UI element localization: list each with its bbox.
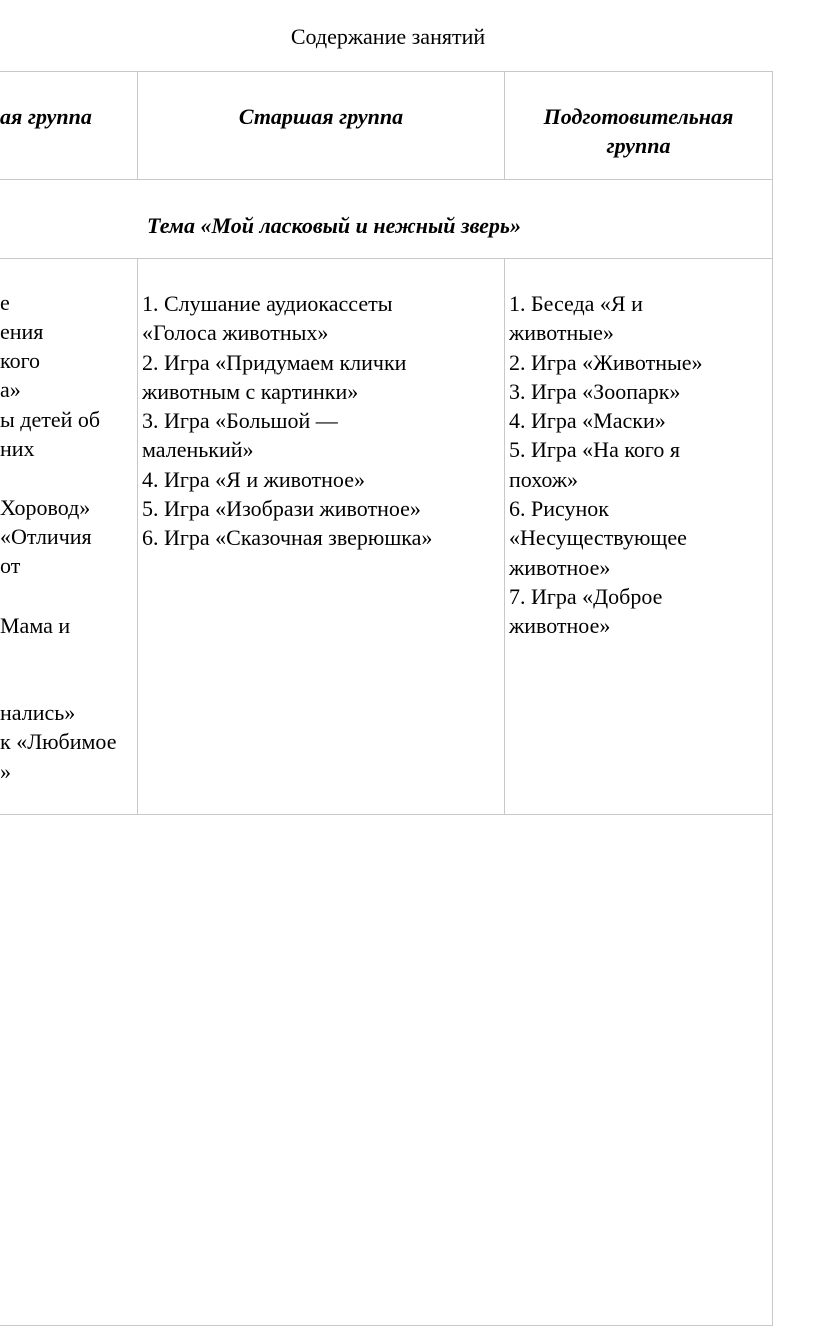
left-fragment: Мама и <box>0 613 71 638</box>
left-fragment: ения <box>0 319 44 344</box>
page-title: Содержание занятий <box>290 24 486 49</box>
list-item: 2. Игра «Придумаем клички животным с картинки» <box>142 349 407 404</box>
list-item: 6. Игра «Сказочная зверюшка» <box>142 525 433 551</box>
list-item: 1. Слушание аудиокассеты «Голоса животных» <box>142 291 393 346</box>
header-preparatory-line1: Подготовительная <box>543 104 734 129</box>
left-fragment: Хоровод» <box>0 495 91 520</box>
left-fragment: от <box>0 553 21 578</box>
header-senior-group: Старшая группа <box>238 104 404 129</box>
list-item: 3. Игра «Большой — маленький» <box>142 408 338 463</box>
left-column-fragments <box>0 0 136 814</box>
table-border-right <box>772 71 773 1326</box>
left-fragment: е <box>0 290 10 315</box>
left-fragment: кого <box>0 348 41 373</box>
left-fragment: нались» <box>0 700 76 725</box>
list-item: 5. Игра «Изобрази животное» <box>142 496 421 522</box>
table-rule-col1-items <box>137 258 138 814</box>
left-fragment: а» <box>0 377 21 402</box>
list-item: 3. Игра «Зоопарк» <box>509 378 681 404</box>
left-fragment: » <box>0 759 11 784</box>
list-item: 4. Игра «Маски» <box>509 408 666 434</box>
list-item: 2. Игра «Животные» <box>509 349 703 375</box>
list-item: 6. Рисунок «Несуществующее животное» <box>509 496 687 580</box>
list-item: 4. Игра «Я и животное» <box>142 466 365 492</box>
left-fragment: к «Любимое <box>0 729 117 754</box>
left-fragment: «Отличия <box>0 524 92 549</box>
table-rule-items-bottom <box>0 814 773 815</box>
list-item: 1. Беседа «Я и животные» <box>509 291 643 346</box>
header-preparatory-line2: группа <box>606 133 671 158</box>
list-item: 7. Игра «Доброе животное» <box>509 583 663 639</box>
header-left-fragment: ая группа <box>0 104 92 129</box>
table-border-bottom <box>0 1325 773 1326</box>
left-fragment: ы детей об <box>0 407 101 432</box>
senior-activity-list <box>142 289 502 553</box>
theme-title: Тема «Мой ласковый и нежный зверь» <box>147 213 521 238</box>
preparatory-activity-list <box>509 289 771 641</box>
list-item: 5. Игра «На кого я похож» <box>509 437 680 492</box>
table-rule-col2-items <box>504 258 505 814</box>
left-fragment: них <box>0 436 35 461</box>
